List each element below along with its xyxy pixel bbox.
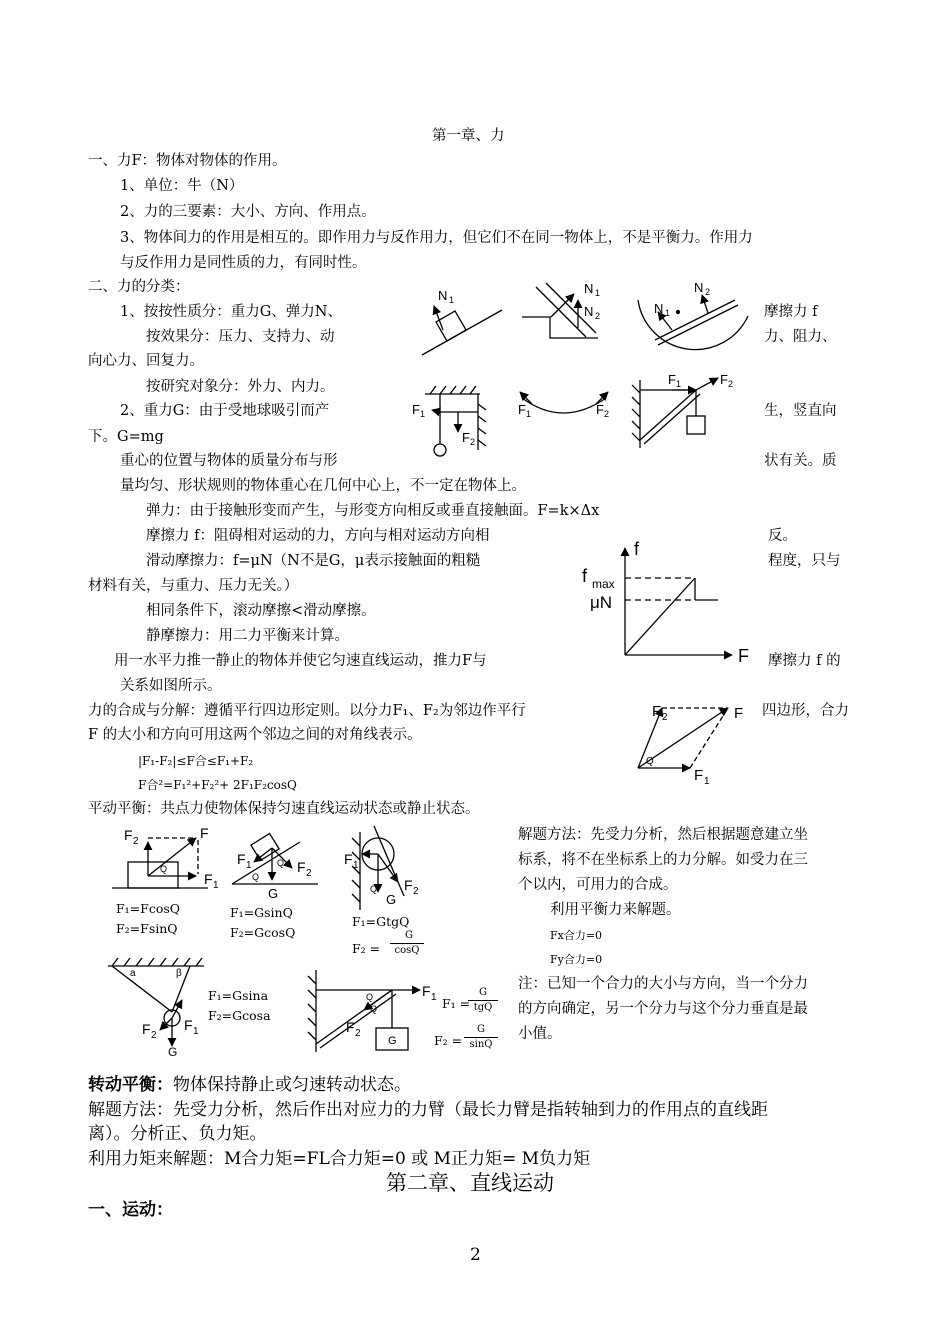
- svg-text:1: 1: [353, 860, 359, 871]
- figure-wall-bracket: [308, 970, 437, 1052]
- chapter2-section-motion: 一、运动：: [88, 1200, 173, 1220]
- push-force-line1-end: 摩擦力 f 的: [768, 653, 841, 669]
- center-of-gravity-line1-end: 状有关。质: [764, 453, 837, 469]
- figure-hanging-ball: [412, 386, 486, 456]
- svg-text:F: F: [297, 859, 306, 875]
- svg-text:1: 1: [193, 1026, 199, 1037]
- svg-text:F: F: [200, 825, 209, 841]
- class-by-effect: 按效果分：压力、支持力、动: [146, 329, 335, 345]
- svg-text:1: 1: [246, 860, 252, 871]
- svg-text:1: 1: [449, 295, 455, 305]
- svg-text:N: N: [694, 280, 704, 295]
- svg-text:F: F: [422, 983, 431, 999]
- figure-ball-wall: [344, 826, 419, 910]
- rotation-method-line1: 解题方法：先受力分析，然后作出对应力的力臂（最长力臂是指转轴到力的作用点的直线距: [88, 1100, 768, 1120]
- svg-text:F: F: [720, 372, 728, 387]
- formula-f2-fsin: F₂=FsinQ: [116, 921, 178, 936]
- class-by-effect-end: 力、阻力、: [764, 329, 837, 345]
- svg-text:1: 1: [676, 379, 682, 389]
- svg-text:2: 2: [306, 868, 312, 879]
- force-unit: 1、单位：牛（N）: [120, 178, 244, 194]
- formula-f2-gcos-frac: F₂ =: [352, 941, 381, 956]
- svg-text:F: F: [518, 402, 526, 417]
- figure-bracket-weight: [632, 372, 733, 448]
- svg-text:F: F: [344, 851, 353, 867]
- svg-text:Q: Q: [370, 1004, 378, 1014]
- svg-text:F: F: [668, 372, 676, 387]
- svg-text:2: 2: [662, 712, 668, 723]
- class-by-effect-cont: 向心力、回复力。: [88, 353, 204, 369]
- svg-text:F: F: [738, 646, 749, 666]
- class-by-object: 按研究对象分：外力、内力。: [146, 379, 335, 395]
- svg-text:F: F: [596, 402, 604, 417]
- method-line2: 标系，将不在坐标系上的力分解。如受力在三: [518, 852, 808, 868]
- svg-text:G: G: [388, 1035, 397, 1047]
- figure-rod-in-bowl: [638, 280, 748, 350]
- svg-text:Q: Q: [277, 858, 285, 868]
- figure-sagging-chain: [518, 392, 609, 419]
- svg-text:N: N: [584, 281, 594, 296]
- svg-text:F: F: [237, 851, 246, 867]
- svg-text:1: 1: [704, 776, 710, 787]
- sliding-friction-cont: 材料有关，与重力、压力无关。）: [88, 578, 299, 594]
- formula-f1-gtg-frac: F₁ =: [442, 996, 471, 1011]
- note-line2: 的方向确定，另一个分力与这个分力垂直是最: [518, 1001, 808, 1017]
- push-force-line1: 用一水平力推一静止的物体并使它匀速直线运动，推力F与: [114, 653, 487, 669]
- svg-text:F: F: [694, 767, 704, 784]
- formula-f2b-frac-den: sinQ: [469, 1039, 493, 1050]
- svg-text:Q: Q: [252, 872, 260, 882]
- formula-f1-frac-bar: [468, 1000, 498, 1001]
- svg-text:G: G: [268, 886, 279, 901]
- push-force-line2: 关系如图所示。: [120, 678, 222, 694]
- gravity-definition-end: 生，竖直向: [764, 403, 837, 419]
- formula-f2-frac-den: cosQ: [394, 945, 420, 956]
- formula-f1-fcos: F₁=FcosQ: [116, 901, 181, 916]
- composition-line1: 力的合成与分解：遵循平行四边形定则。以分力F₁、F₂为邻边作平行: [88, 703, 526, 719]
- force-mutual-line1: 3、物体间力的作用是相互的。即作用力与反作用力，但它们不在同一物体上，不是平衡力。作用力: [120, 230, 753, 246]
- svg-text:F: F: [404, 877, 413, 893]
- center-of-gravity-line1: 重心的位置与物体的质量分布与形: [120, 453, 338, 469]
- figure-rod-on-step: [522, 281, 600, 338]
- svg-text:2: 2: [595, 311, 601, 321]
- resultant-inequality: |F₁-F₂|≤F合≤F₁+F₂: [138, 754, 254, 768]
- gravity-formula: 下。G=mg: [88, 429, 164, 445]
- formula-f1-gtg: F₁=GtgQ: [352, 914, 410, 929]
- svg-text:2: 2: [133, 836, 139, 847]
- fx-equation: Fx合力=0: [550, 929, 603, 942]
- chapter-title: 第一章、力: [432, 128, 505, 144]
- class-by-nature-end: 摩擦力 f: [764, 304, 818, 320]
- sliding-friction-end: 程度，只与: [768, 553, 841, 569]
- svg-text:f: f: [634, 539, 640, 559]
- svg-text:N: N: [654, 301, 664, 316]
- center-of-gravity-line2: 量均匀、形状规则的物体重心在几何中心上，不一定在物体上。: [120, 478, 526, 494]
- friction-force-end: 反。: [768, 528, 797, 544]
- gravity-definition: 2、重力G：由于受地球吸引而产: [120, 403, 330, 419]
- svg-text:β: β: [176, 968, 182, 979]
- class-by-nature: 1、按按性质分：重力G、弹力N、: [120, 304, 342, 320]
- composition-line1-end: 四边形，合力: [762, 703, 849, 719]
- formula-f2-gsin-frac: F₂ =: [434, 1033, 463, 1048]
- elastic-force: 弹力：由于接触形变而产生，与形变方向相反或垂直接触面。F=k×Δx: [146, 503, 600, 519]
- svg-text:2: 2: [604, 409, 610, 419]
- svg-text:f: f: [582, 566, 588, 586]
- figure-ball-two-strings: [108, 958, 204, 1059]
- svg-text:F: F: [462, 430, 470, 445]
- svg-text:2: 2: [470, 437, 476, 447]
- page-number: 2: [470, 1245, 481, 1265]
- svg-text:2: 2: [355, 1028, 361, 1039]
- svg-text:G: G: [386, 892, 397, 907]
- svg-text:N: N: [438, 288, 448, 303]
- method-line3: 个以内，可用力的合成。: [518, 877, 678, 893]
- method-line1: 解题方法：先受力分析，然后根据题意建立坐: [518, 827, 808, 843]
- method-line4: 利用平衡力来解题。: [550, 902, 681, 918]
- moment-equation: 利用力矩来解题：M合力矩=FL合力矩=0 或 M正力矩= M负力矩: [88, 1149, 591, 1169]
- force-three-elements: 2、力的三要素：大小、方向、作用点。: [120, 204, 376, 220]
- note-line1: 注：已知一个合力的大小与方向，当一个分力: [518, 976, 808, 992]
- svg-text:F: F: [734, 705, 744, 722]
- formula-f2-gcos: F₂=GcosQ: [230, 925, 296, 940]
- composition-line2: F 的大小和方向可用这两个邻边之间的对角线表示。: [88, 727, 422, 743]
- formula-f2b-frac-num: G: [477, 1024, 485, 1035]
- rotational-text: 物体保持静止或匀速转动状态。: [173, 1075, 411, 1095]
- svg-text:G: G: [168, 1045, 178, 1059]
- formula-f1-gsin: F₁=GsinQ: [230, 905, 293, 920]
- svg-text:1: 1: [420, 409, 426, 419]
- svg-text:2: 2: [413, 886, 419, 897]
- figure-incline-block: [422, 288, 502, 355]
- rotation-method-line2: 离）。分析正、负力矩。: [88, 1124, 267, 1144]
- resultant-cosine-law: F合²=F₁²+F₂²+ 2F₁F₂cosQ: [138, 778, 297, 792]
- friction-force: 摩擦力 f：阻碍相对运动的力，方向与相对运动方向相: [146, 528, 490, 544]
- svg-text:Q: Q: [646, 756, 654, 767]
- section-force-classification: 二、力的分类：: [88, 279, 190, 295]
- formula-f1-frac-den: tgQ: [473, 1002, 493, 1013]
- svg-text:Q: Q: [160, 864, 168, 874]
- svg-text:1: 1: [213, 880, 219, 891]
- svg-text:F: F: [204, 871, 213, 887]
- formula-f2-gcosa: F₂=Gcosa: [208, 1008, 271, 1023]
- figure-box-components: [112, 825, 219, 891]
- formula-f2-frac-bar: [390, 943, 424, 944]
- fy-equation: Fy合力=0: [550, 953, 603, 966]
- figure-parallelogram: [638, 703, 743, 787]
- svg-text:Q: Q: [366, 992, 374, 1002]
- figure-friction-graph: [582, 539, 749, 666]
- svg-text:2: 2: [728, 379, 734, 389]
- svg-text:Q: Q: [370, 884, 378, 894]
- svg-text:1: 1: [595, 288, 601, 298]
- svg-text:2: 2: [705, 287, 711, 297]
- svg-text:1: 1: [431, 992, 437, 1003]
- translational-equilibrium: 平动平衡：共点力使物体保持匀速直线运动状态或静止状态。: [88, 801, 480, 817]
- figure-incline-components: [232, 834, 318, 901]
- svg-text:F: F: [124, 827, 133, 843]
- chapter2-title: 第二章、直线运动: [386, 1171, 554, 1195]
- static-friction: 静摩擦力：用二力平衡来计算。: [146, 628, 349, 644]
- svg-text:1: 1: [526, 409, 532, 419]
- svg-text:N: N: [584, 304, 594, 319]
- formula-f1-gsina: F₁=Gsina: [208, 988, 269, 1003]
- formula-f1-frac-num: G: [479, 987, 487, 998]
- formula-f2b-frac-bar: [464, 1037, 498, 1038]
- note-line3: 小值。: [518, 1026, 562, 1042]
- svg-text:F: F: [652, 703, 662, 720]
- svg-text:max: max: [592, 577, 615, 591]
- svg-text:F: F: [346, 1019, 355, 1035]
- formula-f2-frac-num: G: [405, 930, 413, 941]
- section-force-definition: 一、力F：物体对物体的作用。: [88, 153, 287, 169]
- svg-text:1: 1: [665, 308, 671, 318]
- svg-text:F: F: [142, 1021, 151, 1037]
- svg-text:F: F: [412, 402, 420, 417]
- force-mutual-line2: 与反作用力是同性质的力，有同时性。: [120, 255, 367, 271]
- svg-text:μN: μN: [590, 593, 613, 612]
- rotational-label: 转动平衡：: [88, 1075, 173, 1095]
- sliding-friction: 滑动摩擦力：f=μN（N不是G，μ表示接触面的粗糙: [146, 553, 481, 569]
- svg-text:a: a: [130, 968, 136, 979]
- svg-text:2: 2: [151, 1030, 157, 1041]
- rolling-friction: 相同条件下，滚动摩擦<滑动摩擦。: [146, 603, 376, 619]
- svg-text:F: F: [184, 1017, 193, 1033]
